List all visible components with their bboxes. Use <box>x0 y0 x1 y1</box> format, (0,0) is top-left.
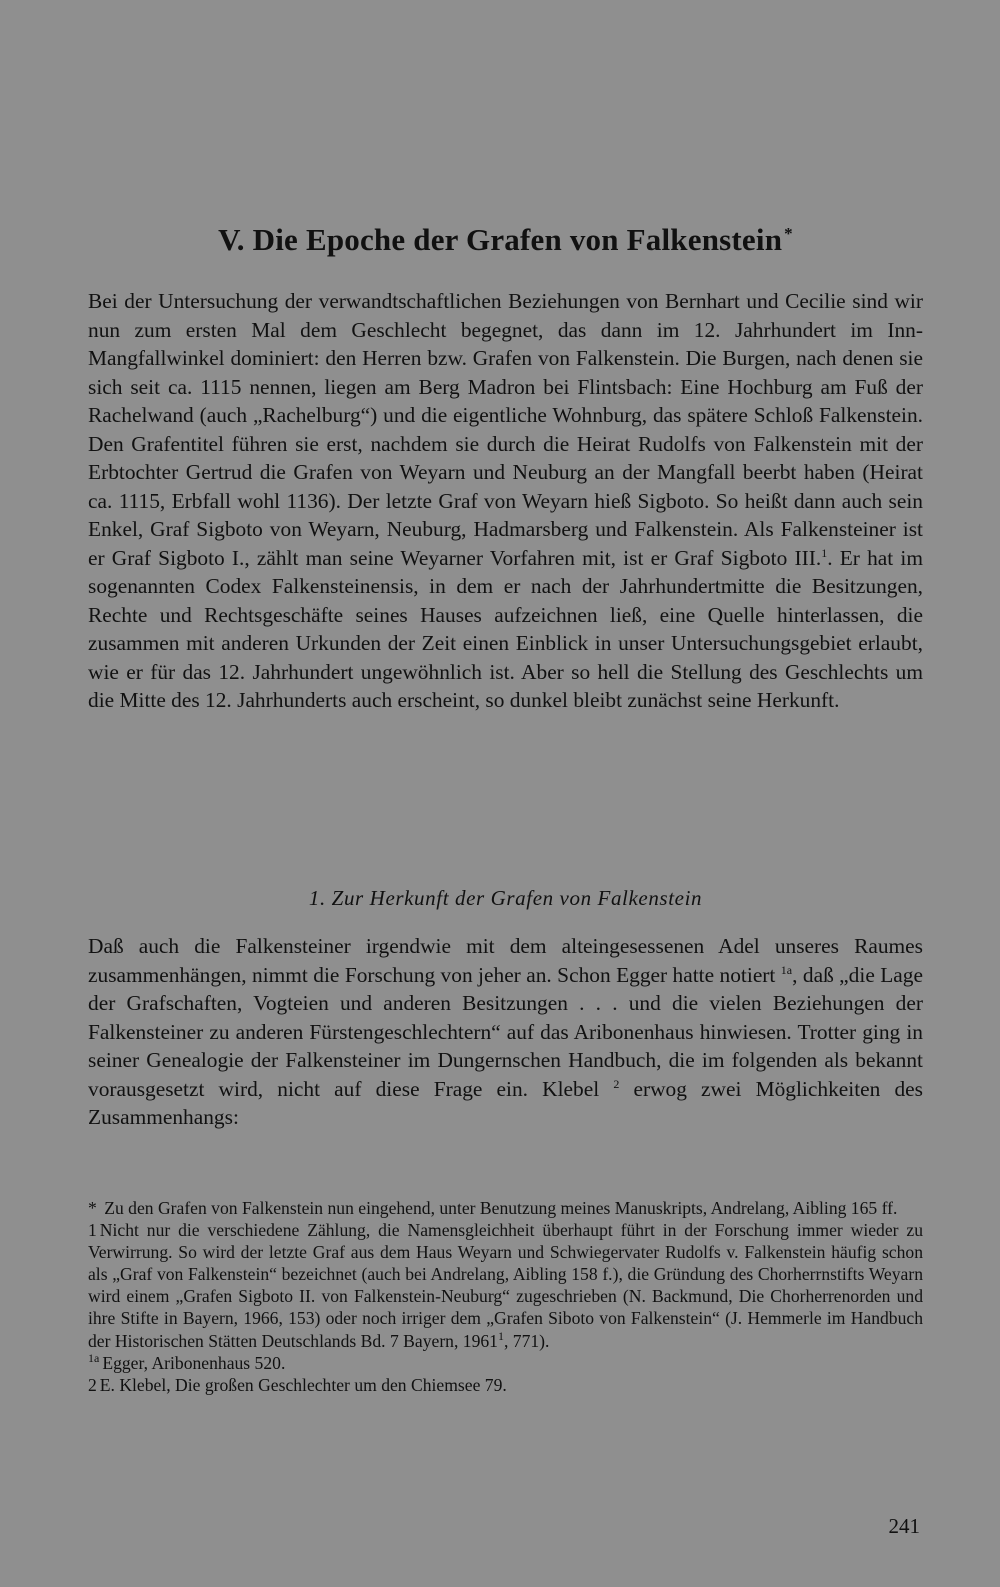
footnote-ref-1: 1 <box>821 545 828 560</box>
footnotes <box>88 1197 923 1396</box>
section-paragraph <box>88 932 923 1132</box>
footnote-mark: 2 <box>88 1374 97 1395</box>
section-text-part2: , daß „die Lage der Grafschaften, Vogteien und anderen Besitzungen . . . und die vielen Beziehungen der Falkensteiner zu anderen Fürstengeschlechtern“ auf das Aribonenhaus hinwiesen. Trotter ging in seiner Genealogie der Falkensteiner im Dungernschen Handbuch, die im folgenden als bekannt vorausgesetzt wird, nicht auf diese Frage ein. Klebel <box>88 962 923 1101</box>
footnote-text: Egger, Aribonenhaus 520. <box>102 1352 286 1373</box>
footnote-text: E. Klebel, Die großen Geschlechter um den Chiemsee 79. <box>99 1374 507 1395</box>
intro-text-part1: Bei der Untersuchung der verwandtschaftlichen Beziehungen von Bernhart und Cecilie sind wir nun zum ersten Mal dem Geschlecht begegnet, das dann im 12. Jahrhundert im Inn-Mangfallwinkel dominiert: den Herren bzw. Grafen von Falkenstein. Die Burgen, nach denen sie sich seit ca. 1115 nennen, liegen am Berg Madron bei Flintsbach: Eine Hochburg am Fuß der Rachelwand (auch „Rachelburg“) und die eigentliche Wohnburg, das spätere Schloß Falkenstein. Den Grafentitel führen sie erst, nachdem sie durch die Heirat Rudolfs von Falkenstein mit der Erbtochter Gertrud die Grafen von Weyarn und Neuburg an der Mangfall beerbt haben (Heirat ca. 1115, Erbfall wohl 1136). Der letzte Graf von Weyarn hieß Sigboto. So heißt dann auch sein Enkel, Graf Sigboto von Weyarn, Neuburg, Hadmarsberg und Falkenstein. Als Falkensteiner ist er Graf Sigboto I., zählt man seine Weyarner Vorfahren mit, ist er Graf Sigboto III. <box>88 289 923 570</box>
section-heading: 1. Zur Herkunft der Grafen von Falkenstein <box>308 886 703 910</box>
footnote-mark: 1 <box>88 1220 97 1241</box>
footnote-star <box>88 1197 923 1219</box>
footnote-mark: 1a <box>88 1350 100 1365</box>
section-text-part1: Daß auch die Falkensteiner irgendwie mit dem alteingesessenen Adel unseres Raumes zusammenhängen, nimmt die Forschung von jeher an. Schon Egger hatte notiert <box>88 934 923 987</box>
intro-text-part2: . Er hat im sogenannten Codex Falkensteinensis, in dem er nach der Jahrhundertmitte die Besitzungen, Rechte und Rechtsgeschäfte seines Hauses aufzeichnen ließ, eine Quelle hinterlassen, die zusammen mit anderen Urkunden der Zeit einen Einblick in unser Untersuchungsgebiet erlaubt, wie er für das 12. Jahrhundert ungewöhnlich ist. Aber so hell die Stellung des Geschlechts um die Mitte des 12. Jahrhunderts auch erscheint, so dunkel bleibt zunächst seine Herkunft. <box>88 545 923 712</box>
footnote-2 <box>88 1374 923 1396</box>
footnote-text: Nicht nur die verschiedene Zählung, die Namensgleichheit überhaupt führt in der Forschung immer wieder zu Verwirrung. So wird der letzte Graf aus dem Haus Weyarn und Schwiegervater Rudolfs v. Falkenstein häufig schon als „Graf von Falkenstein“ bezeichnet (auch bei Andrelang, Aibling 158 f.), die Gründung des Chorherrnstifts Weyarn wird einem „Grafen Sigboto II. von Falkenstein-Neuburg“ zugeschrieben (N. Backmund, Die Chorherrenorden und ihre Stifte in Bayern, 1966, 153) oder noch irriger dem „Grafen Siboto von Falkenstein“ (J. Hemmerle im Handbuch der Historischen Stätten Deutschlands Bd. 7 Bayern, 1961 <box>88 1220 923 1351</box>
page-number: 241 <box>888 1514 920 1538</box>
edition-superscript: 1 <box>497 1328 504 1343</box>
footnote-ref-2: 2 <box>613 1076 620 1091</box>
footnote-mark: * <box>88 1198 97 1218</box>
footnote-1 <box>88 1219 923 1352</box>
section-text-part3: erwog zwei Möglichkeiten des Zusammenhangs: <box>88 1076 923 1129</box>
footnote-1a <box>88 1352 923 1374</box>
intro-paragraph <box>88 287 923 715</box>
chapter-title-text: V. Die Epoche der Grafen von Falkenstein <box>218 222 783 257</box>
chapter-title-footnote-mark: * <box>784 223 793 243</box>
footnote-ref-1a: 1a <box>780 962 793 977</box>
chapter-title <box>88 222 923 258</box>
footnote-text-end: , 771). <box>503 1330 550 1351</box>
footnote-text: Zu den Grafen von Falkenstein nun eingehend, unter Benutzung meines Manuskripts, Andrelang, Aibling 165 ff. <box>104 1198 898 1218</box>
